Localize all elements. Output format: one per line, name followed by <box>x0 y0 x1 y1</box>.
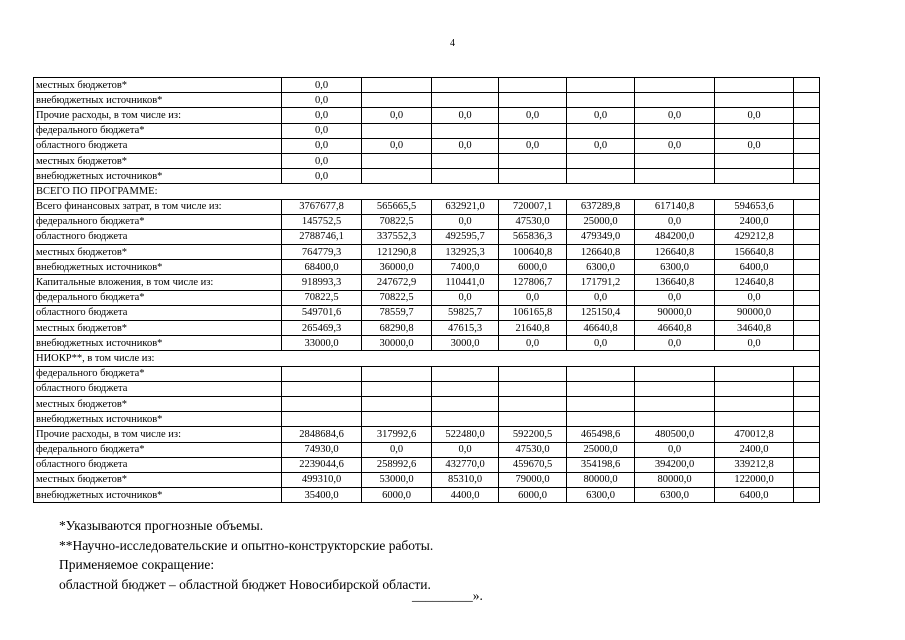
empty-cell <box>794 169 820 184</box>
value-cell <box>715 169 794 184</box>
table-row <box>34 366 820 381</box>
value-cell <box>432 153 499 168</box>
row-label: федерального бюджета* <box>34 442 282 457</box>
row-label: внебюджетных источников* <box>34 488 282 503</box>
value-cell: 80000,0 <box>567 472 635 487</box>
row-label: местных бюджетов* <box>34 321 282 336</box>
empty-cell <box>794 245 820 260</box>
row-label: местных бюджетов* <box>34 396 282 411</box>
value-cell: 617140,8 <box>635 199 715 214</box>
value-cell <box>432 169 499 184</box>
value-cell: 764779,3 <box>282 245 362 260</box>
value-cell: 0,0 <box>282 78 362 93</box>
value-cell: 6000,0 <box>499 260 567 275</box>
value-cell <box>362 381 432 396</box>
value-cell: 0,0 <box>635 214 715 229</box>
abbreviation-definition: областной бюджет – областной бюджет Новосибирской области. <box>59 576 431 592</box>
table-row <box>34 396 820 411</box>
value-cell <box>567 396 635 411</box>
table-row <box>34 108 820 123</box>
page-number: 4 <box>450 38 455 49</box>
empty-cell <box>794 214 820 229</box>
value-cell: 122000,0 <box>715 472 794 487</box>
value-cell <box>635 366 715 381</box>
value-cell: 0,0 <box>499 138 567 153</box>
value-cell <box>635 123 715 138</box>
value-cell: 2400,0 <box>715 442 794 457</box>
value-cell: 918993,3 <box>282 275 362 290</box>
value-cell: 126640,8 <box>635 245 715 260</box>
empty-cell <box>794 108 820 123</box>
value-cell <box>499 93 567 108</box>
value-cell <box>432 78 499 93</box>
table-section-row <box>34 351 820 366</box>
value-cell: 2848684,6 <box>282 427 362 442</box>
empty-cell <box>794 93 820 108</box>
value-cell: 47530,0 <box>499 442 567 457</box>
value-cell <box>499 123 567 138</box>
value-cell: 80000,0 <box>635 472 715 487</box>
value-cell: 21640,8 <box>499 321 567 336</box>
value-cell <box>715 78 794 93</box>
row-label: областного бюджета <box>34 457 282 472</box>
value-cell: 492595,7 <box>432 229 499 244</box>
table-row <box>34 199 820 214</box>
value-cell: 30000,0 <box>362 336 432 351</box>
value-cell: 125150,4 <box>567 305 635 320</box>
value-cell: 565665,5 <box>362 199 432 214</box>
value-cell: 156640,8 <box>715 245 794 260</box>
value-cell <box>282 366 362 381</box>
value-cell: 70822,5 <box>282 290 362 305</box>
value-cell: 354198,6 <box>567 457 635 472</box>
table-row <box>34 275 820 290</box>
empty-cell <box>794 138 820 153</box>
row-label: внебюджетных источников* <box>34 336 282 351</box>
value-cell: 36000,0 <box>362 260 432 275</box>
empty-cell <box>794 123 820 138</box>
value-cell: 0,0 <box>282 123 362 138</box>
row-label: федерального бюджета* <box>34 123 282 138</box>
value-cell: 484200,0 <box>635 229 715 244</box>
table-row <box>34 472 820 487</box>
value-cell: 0,0 <box>715 290 794 305</box>
row-label: областного бюджета <box>34 229 282 244</box>
value-cell: 74930,0 <box>282 442 362 457</box>
value-cell: 70822,5 <box>362 290 432 305</box>
value-cell: 6300,0 <box>567 260 635 275</box>
empty-cell <box>794 260 820 275</box>
value-cell: 47530,0 <box>499 214 567 229</box>
value-cell: 6000,0 <box>499 488 567 503</box>
value-cell: 480500,0 <box>635 427 715 442</box>
value-cell <box>499 412 567 427</box>
row-label: внебюджетных источников* <box>34 412 282 427</box>
value-cell: 70822,5 <box>362 214 432 229</box>
value-cell <box>567 153 635 168</box>
value-cell <box>635 381 715 396</box>
value-cell: 25000,0 <box>567 214 635 229</box>
value-cell: 0,0 <box>499 336 567 351</box>
value-cell: 3767677,8 <box>282 199 362 214</box>
value-cell <box>362 169 432 184</box>
value-cell: 136640,8 <box>635 275 715 290</box>
value-cell: 0,0 <box>499 108 567 123</box>
table-row <box>34 336 820 351</box>
value-cell <box>635 396 715 411</box>
value-cell: 2788746,1 <box>282 229 362 244</box>
value-cell: 339212,8 <box>715 457 794 472</box>
value-cell: 0,0 <box>432 214 499 229</box>
table-row <box>34 457 820 472</box>
value-cell <box>567 381 635 396</box>
value-cell: 6400,0 <box>715 488 794 503</box>
value-cell: 2239044,6 <box>282 457 362 472</box>
value-cell: 46640,8 <box>567 321 635 336</box>
value-cell <box>282 381 362 396</box>
value-cell <box>362 396 432 411</box>
empty-cell <box>794 366 820 381</box>
empty-cell <box>794 488 820 503</box>
row-label: Капитальные вложения, в том числе из: <box>34 275 282 290</box>
row-label: федерального бюджета* <box>34 214 282 229</box>
value-cell <box>635 153 715 168</box>
value-cell: 0,0 <box>362 442 432 457</box>
value-cell: 247672,9 <box>362 275 432 290</box>
value-cell <box>499 169 567 184</box>
value-cell: 637289,8 <box>567 199 635 214</box>
value-cell: 121290,8 <box>362 245 432 260</box>
value-cell <box>567 366 635 381</box>
value-cell: 7400,0 <box>432 260 499 275</box>
value-cell: 124640,8 <box>715 275 794 290</box>
value-cell: 59825,7 <box>432 305 499 320</box>
value-cell: 0,0 <box>567 336 635 351</box>
abbreviation-heading: Применяемое сокращение: <box>59 557 215 572</box>
value-cell <box>362 93 432 108</box>
value-cell: 90000,0 <box>635 305 715 320</box>
value-cell <box>567 123 635 138</box>
value-cell: 110441,0 <box>432 275 499 290</box>
row-label: внебюджетных источников* <box>34 260 282 275</box>
value-cell: 127806,7 <box>499 275 567 290</box>
value-cell: 0,0 <box>282 169 362 184</box>
value-cell: 78559,7 <box>362 305 432 320</box>
empty-cell <box>794 290 820 305</box>
value-cell: 265469,3 <box>282 321 362 336</box>
value-cell: 0,0 <box>635 290 715 305</box>
budget-table <box>33 77 820 503</box>
value-cell: 25000,0 <box>567 442 635 457</box>
footnote-niokr: **Научно-исследовательские и опытно-конструкторские работы. <box>59 537 434 553</box>
value-cell: 79000,0 <box>499 472 567 487</box>
value-cell: 35400,0 <box>282 488 362 503</box>
empty-cell <box>794 442 820 457</box>
value-cell: 0,0 <box>635 108 715 123</box>
value-cell: 126640,8 <box>567 245 635 260</box>
value-cell <box>635 78 715 93</box>
row-label: областного бюджета <box>34 305 282 320</box>
value-cell <box>715 153 794 168</box>
value-cell <box>635 169 715 184</box>
table-row <box>34 427 820 442</box>
empty-cell <box>794 275 820 290</box>
value-cell: 0,0 <box>432 138 499 153</box>
value-cell <box>282 412 362 427</box>
section-title: ВСЕГО ПО ПРОГРАММЕ: <box>34 184 820 199</box>
value-cell <box>282 396 362 411</box>
value-cell: 68290,8 <box>362 321 432 336</box>
value-cell: 594653,6 <box>715 199 794 214</box>
value-cell: 258992,6 <box>362 457 432 472</box>
value-cell: 0,0 <box>567 108 635 123</box>
footnotes <box>59 516 433 594</box>
value-cell <box>362 366 432 381</box>
table-row <box>34 321 820 336</box>
empty-cell <box>794 321 820 336</box>
value-cell: 0,0 <box>715 108 794 123</box>
value-cell: 429212,8 <box>715 229 794 244</box>
value-cell <box>432 381 499 396</box>
row-label: местных бюджетов* <box>34 245 282 260</box>
row-label: внебюджетных источников* <box>34 169 282 184</box>
value-cell: 46640,8 <box>635 321 715 336</box>
footnote-forecast: *Указываются прогнозные объемы. <box>59 518 264 533</box>
table-row <box>34 153 820 168</box>
value-cell: 171791,2 <box>567 275 635 290</box>
value-cell: 53000,0 <box>362 472 432 487</box>
value-cell <box>499 396 567 411</box>
value-cell: 0,0 <box>635 336 715 351</box>
row-label: федерального бюджета* <box>34 366 282 381</box>
value-cell <box>567 412 635 427</box>
table-row <box>34 214 820 229</box>
table-row <box>34 381 820 396</box>
value-cell: 68400,0 <box>282 260 362 275</box>
value-cell: 6300,0 <box>635 260 715 275</box>
row-label: Прочие расходы, в том числе из: <box>34 427 282 442</box>
row-label: местных бюджетов* <box>34 153 282 168</box>
value-cell: 0,0 <box>282 108 362 123</box>
row-label: областного бюджета <box>34 138 282 153</box>
table-row <box>34 412 820 427</box>
value-cell <box>362 412 432 427</box>
value-cell: 47615,3 <box>432 321 499 336</box>
value-cell: 132925,3 <box>432 245 499 260</box>
value-cell <box>432 366 499 381</box>
value-cell <box>362 78 432 93</box>
value-cell <box>432 123 499 138</box>
value-cell: 85310,0 <box>432 472 499 487</box>
empty-cell <box>794 153 820 168</box>
value-cell <box>432 93 499 108</box>
value-cell <box>715 366 794 381</box>
row-label: федерального бюджета* <box>34 290 282 305</box>
value-cell <box>567 78 635 93</box>
value-cell <box>635 412 715 427</box>
value-cell: 90000,0 <box>715 305 794 320</box>
value-cell: 0,0 <box>432 108 499 123</box>
empty-cell <box>794 472 820 487</box>
value-cell <box>499 78 567 93</box>
value-cell <box>715 93 794 108</box>
value-cell: 0,0 <box>432 442 499 457</box>
table-row <box>34 245 820 260</box>
value-cell <box>715 381 794 396</box>
empty-cell <box>794 412 820 427</box>
value-cell: 6300,0 <box>635 488 715 503</box>
value-cell <box>715 396 794 411</box>
value-cell <box>499 381 567 396</box>
budget-table-body <box>34 78 820 503</box>
value-cell: 0,0 <box>282 138 362 153</box>
value-cell <box>715 123 794 138</box>
value-cell: 4400,0 <box>432 488 499 503</box>
empty-cell <box>794 457 820 472</box>
empty-cell <box>794 305 820 320</box>
value-cell: 100640,8 <box>499 245 567 260</box>
table-row <box>34 93 820 108</box>
value-cell: 6400,0 <box>715 260 794 275</box>
value-cell: 632921,0 <box>432 199 499 214</box>
value-cell: 106165,8 <box>499 305 567 320</box>
value-cell: 6000,0 <box>362 488 432 503</box>
table-row <box>34 229 820 244</box>
empty-cell <box>794 199 820 214</box>
value-cell: 522480,0 <box>432 427 499 442</box>
value-cell: 0,0 <box>715 138 794 153</box>
value-cell: 145752,5 <box>282 214 362 229</box>
table-row <box>34 123 820 138</box>
table-row <box>34 488 820 503</box>
value-cell: 720007,1 <box>499 199 567 214</box>
row-label: Прочие расходы, в том числе из: <box>34 108 282 123</box>
value-cell: 0,0 <box>635 138 715 153</box>
value-cell <box>432 412 499 427</box>
value-cell: 0,0 <box>362 138 432 153</box>
table-row <box>34 305 820 320</box>
empty-cell <box>794 229 820 244</box>
value-cell: 0,0 <box>715 336 794 351</box>
value-cell: 0,0 <box>282 93 362 108</box>
empty-cell <box>794 396 820 411</box>
section-title: НИОКР**, в том числе из: <box>34 351 820 366</box>
value-cell <box>499 366 567 381</box>
value-cell: 549701,6 <box>282 305 362 320</box>
value-cell: 6300,0 <box>567 488 635 503</box>
value-cell <box>362 123 432 138</box>
table-row <box>34 290 820 305</box>
row-label: областного бюджета <box>34 381 282 396</box>
table-section-row <box>34 184 820 199</box>
table-row <box>34 442 820 457</box>
value-cell: 394200,0 <box>635 457 715 472</box>
value-cell: 459670,5 <box>499 457 567 472</box>
value-cell: 0,0 <box>282 153 362 168</box>
value-cell: 34640,8 <box>715 321 794 336</box>
value-cell <box>432 396 499 411</box>
table-row <box>34 260 820 275</box>
value-cell <box>567 169 635 184</box>
value-cell: 565836,3 <box>499 229 567 244</box>
table-row <box>34 78 820 93</box>
value-cell <box>635 93 715 108</box>
empty-cell <box>794 427 820 442</box>
value-cell <box>715 412 794 427</box>
table-row <box>34 169 820 184</box>
table-row <box>34 138 820 153</box>
value-cell: 432770,0 <box>432 457 499 472</box>
value-cell: 3000,0 <box>432 336 499 351</box>
value-cell: 0,0 <box>567 138 635 153</box>
value-cell: 479349,0 <box>567 229 635 244</box>
value-cell: 337552,3 <box>362 229 432 244</box>
row-label: местных бюджетов* <box>34 472 282 487</box>
value-cell: 0,0 <box>499 290 567 305</box>
row-label: местных бюджетов* <box>34 78 282 93</box>
value-cell: 0,0 <box>635 442 715 457</box>
row-label: внебюджетных источников* <box>34 93 282 108</box>
empty-cell <box>794 381 820 396</box>
value-cell <box>362 153 432 168</box>
value-cell: 592200,5 <box>499 427 567 442</box>
empty-cell <box>794 336 820 351</box>
value-cell <box>567 93 635 108</box>
value-cell: 33000,0 <box>282 336 362 351</box>
value-cell: 465498,6 <box>567 427 635 442</box>
value-cell: 2400,0 <box>715 214 794 229</box>
value-cell: 317992,6 <box>362 427 432 442</box>
value-cell: 0,0 <box>567 290 635 305</box>
value-cell: 0,0 <box>362 108 432 123</box>
value-cell: 499310,0 <box>282 472 362 487</box>
empty-cell <box>794 78 820 93</box>
closing-mark: _________». <box>412 588 483 603</box>
value-cell: 0,0 <box>432 290 499 305</box>
value-cell <box>499 153 567 168</box>
value-cell: 470012,8 <box>715 427 794 442</box>
row-label: Всего финансовых затрат, в том числе из: <box>34 199 282 214</box>
